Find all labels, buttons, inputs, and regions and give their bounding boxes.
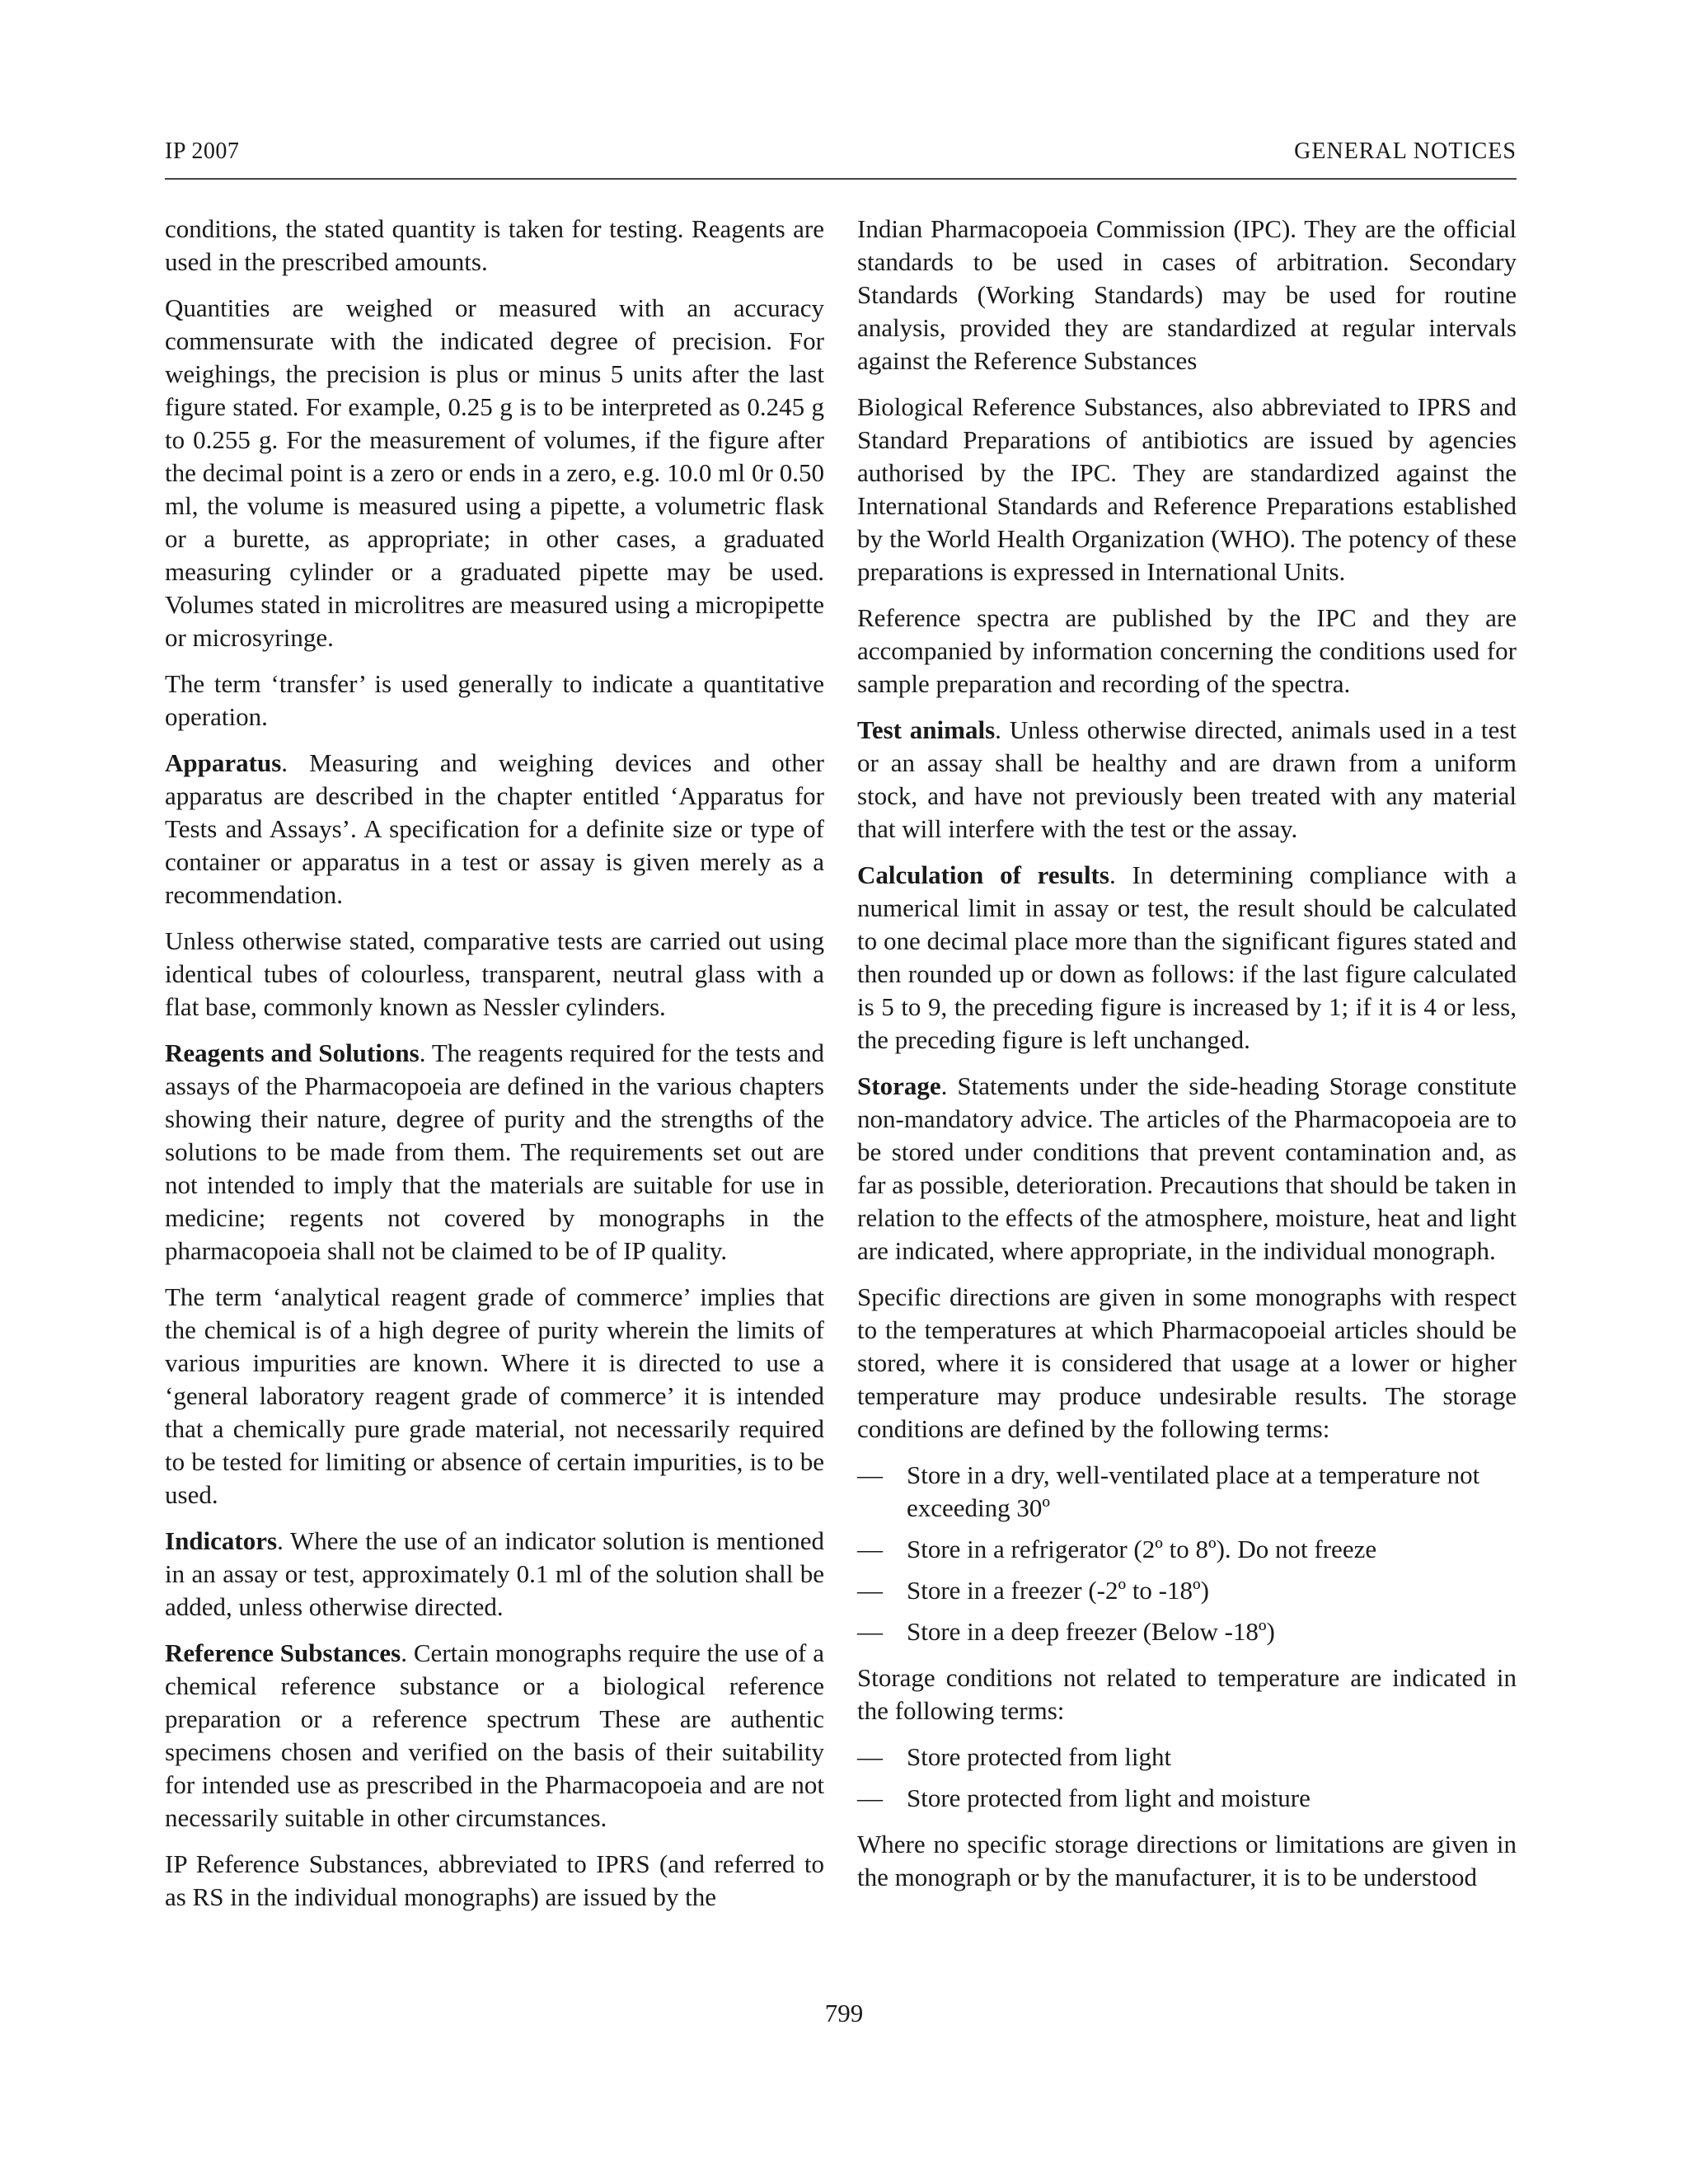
list-item-text: Store in a freezer (-2º to -18º)	[907, 1576, 1209, 1605]
list-item	[857, 1459, 1517, 1525]
paragraph-calculation	[857, 859, 1517, 1057]
paragraph-text: . Unless otherwise directed, animals used in a test or an assay shall be healthy and are drawn from a uniform stock, and have not previously been treated with any material that will interfere with the test or the assay.	[857, 715, 1517, 843]
running-header	[165, 138, 1517, 180]
paragraph-test-animals	[857, 714, 1517, 846]
paragraph: IP Reference Substances, abbreviated to IPRS (and referred to as RS in the individual monographs) are issued by the	[165, 1849, 824, 1911]
list-item	[857, 1741, 1517, 1774]
paragraph: Biological Reference Substances, also abbreviated to IPRS and Standard Preparations of antibiotics are issued by agencies authorised by the IPC. They are standardized against the International Standards and Reference Preparations established by the World Health Organization (WHO). The potency of these preparations is expressed in International Units.	[857, 392, 1517, 586]
paragraph: Reference spectra are published by the IPC and they are accompanied by information concerning the conditions used for sample preparation and recording of the spectra.	[857, 603, 1517, 698]
page-number: 799	[824, 1999, 864, 2027]
paragraph-text: . Statements under the side-heading Storage constitute non-mandatory advice. The articles of the Pharmacopoeia are to be stored under conditions that prevent contamination and, as far as possible, deterioration. Precautions that should be taken in relation to the effects of the atmosphere, moisture, heat and light are indicated, where appropriate, in the individual monograph.	[857, 1071, 1517, 1265]
dash-bullet: —	[857, 1742, 883, 1771]
paragraph-text: . Where the use of an indicator solution is mentioned in an assay or test, approximately 0.1 ml of the solution shall be added, unless otherwise directed.	[165, 1526, 824, 1621]
dash-bullet: —	[857, 1617, 883, 1646]
right-column	[857, 213, 1517, 1907]
list-item	[857, 1782, 1517, 1815]
paragraph: Storage conditions not related to temperature are indicated in the following terms:	[857, 1663, 1517, 1725]
side-heading: Reagents and Solutions	[165, 1038, 420, 1067]
side-heading: Test animals	[857, 715, 996, 744]
header-section-title: GENERAL NOTICES	[1294, 138, 1517, 164]
paragraph-text: . The reagents required for the tests and assays of the Pharmacopoeia are defined in the various chapters showing their nature, degree of purity and the strengths of the solutions to be made from them. The requirements set out are not intended to imply that the materials are suitable for use in medicine; regents not covered by monographs in the pharmacopoeia shall not be claimed to be of IP quality.	[165, 1038, 824, 1265]
list-item	[857, 1533, 1517, 1566]
dash-bullet: —	[857, 1783, 883, 1812]
dash-bullet: —	[857, 1535, 883, 1563]
paragraph-text: . In determining compliance with a numerical limit in assay or test, the result should be calculated to one decimal place more than the significant figures stated and then rounded up or down as follows: if the last figure calculated is 5 to 9, the preceding figure is increased by 1; if it is 4 or less, the preceding figure is left unchanged.	[857, 860, 1517, 1054]
left-column	[165, 213, 824, 1927]
paragraph-indicators	[165, 1525, 824, 1624]
list-item-text: Store protected from light and moisture	[907, 1783, 1311, 1812]
paragraph-reagents	[165, 1037, 824, 1268]
paragraph: Indian Pharmacopoeia Commission (IPC). They are the official standards to be used in cases of arbitration. Secondary Standards (Working Standards) may be used for routine analysis, provided they are standardized at regular intervals against the Reference Substances	[857, 214, 1517, 375]
list-item-text: Store in a deep freezer (Below -18º)	[907, 1617, 1275, 1646]
list-item	[857, 1615, 1517, 1648]
paragraph: Where no specific storage directions or limitations are given in the monograph or by the manufacturer, it is to be understood	[857, 1830, 1517, 1891]
list-item-text: Store protected from light	[907, 1742, 1172, 1771]
paragraph-text: . Certain monographs require the use of a chemical reference substance or a biological reference preparation or a reference spectrum These are authentic specimens chosen and verified on the basis of their suitability for intended use as prescribed in the Pharmacopoeia and are not necessarily suitable in other circumstances.	[165, 1638, 824, 1832]
paragraph: Unless otherwise stated, comparative tests are carried out using identical tubes of colourless, transparent, neutral glass with a flat base, commonly known as Nessler cylinders.	[165, 926, 824, 1021]
dash-bullet: —	[857, 1576, 883, 1605]
list-item-text: Store in a dry, well-ventilated place at a temperature not exceeding 30º	[907, 1460, 1480, 1522]
paragraph-text: . Measuring and weighing devices and other apparatus are described in the chapter entitled ‘Apparatus for Tests and Assays’. A specification for a definite size or type of container or apparatus in a test or assay is given merely as a recommendation.	[165, 748, 824, 909]
side-heading: Reference Substances	[165, 1638, 401, 1667]
paragraph: Quantities are weighed or measured with an accuracy commensurate with the indicated degree of precision. For weighings, the precision is plus or minus 5 units after the last figure stated. For example, 0.25 g is to be interpreted as 0.245 g to 0.255 g. For the measurement of volumes, if the figure after the decimal point is a zero or ends in a zero, e.g. 10.0 ml 0r 0.50 ml, the volume is measured using a pipette, a volumetric flask or a burette, as appropriate; in other cases, a graduated measuring cylinder or a graduated pipette may be used. Volumes stated in microlitres are measured using a micropipette or microsyringe.	[165, 293, 824, 652]
paragraph: conditions, the stated quantity is taken for testing. Reagents are used in the prescribed amounts.	[165, 214, 824, 276]
paragraph-storage	[857, 1070, 1517, 1268]
side-heading: Calculation of results	[857, 860, 1109, 889]
paragraph-apparatus	[165, 747, 824, 912]
paragraph: The term ‘transfer’ is used generally to indicate a quantitative operation.	[165, 669, 824, 731]
paragraph-reference-substances	[165, 1637, 824, 1835]
header-publication: IP 2007	[165, 138, 240, 164]
paragraph: The term ‘analytical reagent grade of commerce’ implies that the chemical is of a high degree of purity wherein the limits of various impurities are known. Where it is directed to use a ‘general laboratory reagent grade of commerce’ it is intended that a chemically pure grade material, not necessarily required to be tested for limiting or absence of certain impurities, is to be used.	[165, 1282, 824, 1509]
list-item	[857, 1574, 1517, 1607]
side-heading: Apparatus	[165, 748, 282, 777]
list-item-text: Store in a refrigerator (2º to 8º). Do not freeze	[907, 1535, 1377, 1563]
side-heading: Indicators	[165, 1526, 278, 1555]
dash-bullet: —	[857, 1460, 883, 1489]
paragraph: Specific directions are given in some monographs with respect to the temperatures at which Pharmacopoeial articles should be stored, where it is considered that usage at a lower or higher temperature may produce undesirable results. The storage conditions are defined by the following terms:	[857, 1282, 1517, 1443]
side-heading: Storage	[857, 1071, 941, 1100]
